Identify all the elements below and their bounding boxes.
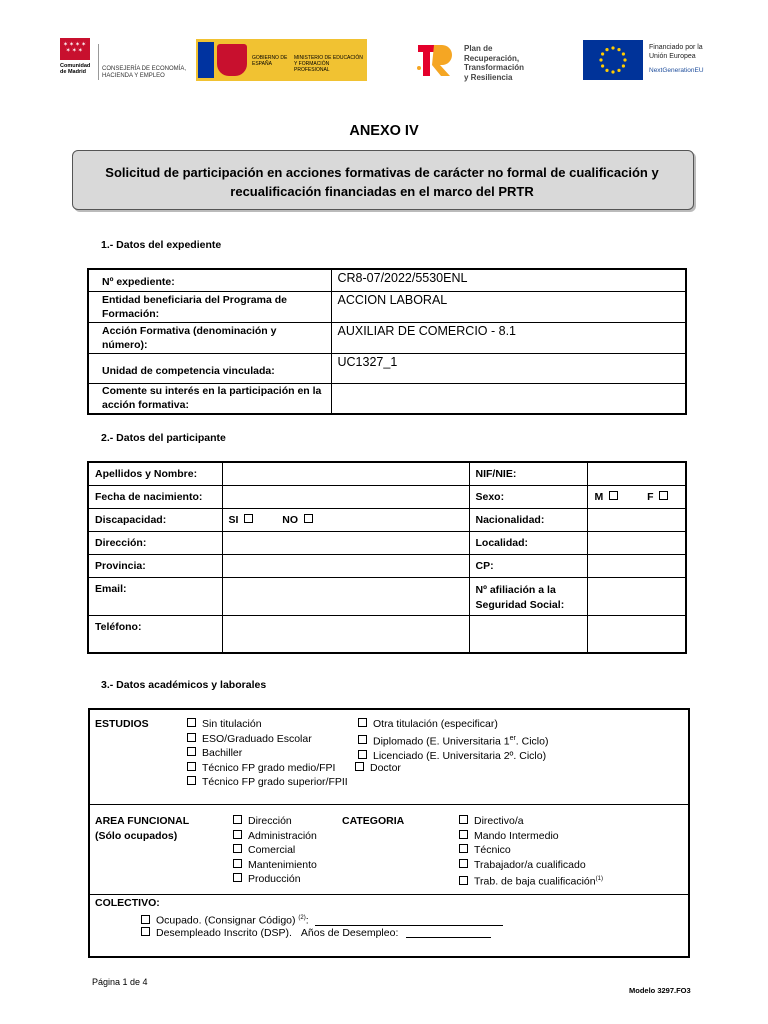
gobierno-text: GOBIERNO DE ESPAÑA <box>252 55 288 67</box>
label-expediente: Nº expediente: <box>88 269 331 291</box>
disc-no-checkbox[interactable] <box>304 514 313 523</box>
cat-cualificado[interactable]: Trabajador/a cualificado <box>459 858 603 873</box>
divider <box>88 894 688 895</box>
option-fp-medio[interactable]: Técnico FP grado medio/FPI <box>187 761 348 776</box>
sexo-f-checkbox[interactable] <box>659 491 668 500</box>
prtr-text: Plan de Recuperación, Transformación y Resiliencia <box>464 44 525 82</box>
anos-desempleo-field[interactable] <box>406 927 491 938</box>
option-licenciado[interactable]: Licenciado (E. Universitaria 2º. Ciclo) <box>358 749 548 764</box>
area-produccion[interactable]: Producción <box>233 872 317 887</box>
cat-directivo[interactable]: Directivo/a <box>459 814 603 829</box>
eu-strip-icon <box>198 42 214 78</box>
disc-si-checkbox[interactable] <box>244 514 253 523</box>
label-fecha: Fecha de nacimiento: <box>88 485 222 508</box>
value-accion[interactable]: AUXILIAR DE COMERCIO - 8.1 <box>331 322 686 353</box>
field-nacionalidad[interactable] <box>587 508 686 531</box>
field-apellidos[interactable] <box>222 462 469 485</box>
field-discapacidad <box>222 508 469 531</box>
page-number: Página 1 de 4 <box>92 977 148 987</box>
label-afiliacion: Nº afiliación a la Seguridad Social: <box>469 577 587 615</box>
area-administracion[interactable]: Administración <box>233 829 317 844</box>
value-unidad[interactable]: UC1327_1 <box>331 353 686 383</box>
field-extra-1 <box>469 615 587 653</box>
option-bachiller[interactable]: Bachiller <box>187 746 348 761</box>
label-nif: NIF/NIE: <box>469 462 587 485</box>
field-sexo <box>587 485 686 508</box>
label-nacionalidad: Nacionalidad: <box>469 508 587 531</box>
field-localidad[interactable] <box>587 531 686 554</box>
label-provincia: Provincia: <box>88 554 222 577</box>
nextgen-text: NextGenerationEU <box>649 67 704 74</box>
colectivo-label: COLECTIVO: <box>95 897 160 909</box>
prtr-logo-icon <box>414 41 456 78</box>
field-telefono[interactable] <box>222 615 469 653</box>
sexo-m-label: M <box>594 490 604 503</box>
categoria-label: CATEGORIA <box>342 815 405 827</box>
area-options <box>233 814 317 887</box>
section3-heading: 3.- Datos académicos y laborales <box>101 679 267 691</box>
label-entidad: Entidad beneficiaria del Programa de Formación: <box>88 291 331 322</box>
disc-no-label: NO <box>282 513 299 526</box>
label-sexo: Sexo: <box>469 485 587 508</box>
label-localidad: Localidad: <box>469 531 587 554</box>
disc-si-label: SI <box>228 513 239 526</box>
field-afiliacion[interactable] <box>587 577 686 615</box>
value-expediente[interactable]: CR8-07/2022/5530ENL <box>331 269 686 291</box>
field-provincia[interactable] <box>222 554 469 577</box>
area-direccion[interactable]: Dirección <box>233 814 317 829</box>
label-telefono: Teléfono: <box>88 615 222 653</box>
option-desempleado[interactable]: Desempleado Inscrito (DSP). Años de Desempleo: <box>141 926 491 941</box>
expediente-table <box>87 268 687 415</box>
label-accion: Acción Formativa (denominación y número): <box>88 322 331 353</box>
option-fp-superior[interactable]: Técnico FP grado superior/FPII <box>187 775 348 790</box>
form-title: Solicitud de participación en acciones formativas de carácter no formal de cualificación y recualificación financiadas en el marco del PRTR <box>105 165 659 199</box>
consejeria-text: CONSEJERÍA DE ECONOMÍA, HACIENDA Y EMPLEO <box>102 66 187 79</box>
estudios-col2 <box>358 717 548 763</box>
field-direccion[interactable] <box>222 531 469 554</box>
option-otra[interactable]: Otra titulación (especificar) <box>358 717 548 732</box>
field-email[interactable] <box>222 577 469 615</box>
label-interes: Comente su interés en la participación en la acción formativa: <box>88 383 331 414</box>
estudios-label: ESTUDIOS <box>95 718 149 730</box>
label-apellidos: Apellidos y Nombre: <box>88 462 222 485</box>
cat-mando[interactable]: Mando Intermedio <box>459 829 603 844</box>
participante-table <box>87 461 687 654</box>
option-doctor[interactable]: Doctor <box>355 761 401 776</box>
eu-stars-icon <box>583 40 643 80</box>
field-extra-2 <box>587 615 686 653</box>
cat-baja[interactable]: Trab. de baja cualificación$^{(1)}$ <box>459 872 603 889</box>
eu-text: Financiado por la Unión Europea <box>649 44 703 60</box>
label-discapacidad: Discapacidad: <box>88 508 222 531</box>
label-unidad: Unidad de competencia vinculada: <box>88 353 331 383</box>
area-mantenimiento[interactable]: Mantenimiento <box>233 858 317 873</box>
value-interes[interactable] <box>331 383 686 414</box>
value-entidad[interactable]: ACCION LABORAL <box>331 291 686 322</box>
section1-heading: 1.- Datos del expediente <box>101 239 222 251</box>
field-nif[interactable] <box>587 462 686 485</box>
ministerio-text: MINISTERIO DE EDUCACIÓN Y FORMACIÓN PROFESIONAL <box>294 55 363 73</box>
field-cp[interactable] <box>587 554 686 577</box>
estudios-col1 <box>187 717 348 790</box>
codigo-field[interactable] <box>315 915 503 926</box>
label-email: Email: <box>88 577 222 615</box>
model-code: Modelo 3297.FO3 <box>629 986 691 995</box>
coat-of-arms-icon <box>217 44 247 76</box>
label-direccion: Dirección: <box>88 531 222 554</box>
option-eso[interactable]: ESO/Graduado Escolar <box>187 732 348 747</box>
option-sin-titulacion[interactable]: Sin titulación <box>187 717 348 732</box>
comunidad-name: Comunidad de Madrid <box>60 63 91 75</box>
logo-divider <box>98 44 99 80</box>
sexo-f-label: F <box>647 490 654 503</box>
comunidad-madrid-logo: ✶✶✶✶ ✶✶✶ Comunidad de Madrid <box>60 38 96 75</box>
option-ocupado[interactable]: Ocupado. (Consignar Código) $^{(2)}$: <box>141 911 503 928</box>
categoria-options <box>459 814 603 889</box>
anexo-title: ANEXO IV <box>349 123 419 139</box>
cat-tecnico[interactable]: Técnico <box>459 843 603 858</box>
area-comercial[interactable]: Comercial <box>233 843 317 858</box>
area-label: AREA FUNCIONAL (Sólo ocupados) <box>95 815 190 842</box>
sexo-m-checkbox[interactable] <box>609 491 618 500</box>
option-diplomado[interactable]: Diplomado (E. Universitaria 1er. Ciclo) <box>358 732 548 749</box>
section2-heading: 2.- Datos del participante <box>101 432 226 444</box>
field-fecha[interactable] <box>222 485 469 508</box>
divider <box>88 804 688 805</box>
label-cp: CP: <box>469 554 587 577</box>
